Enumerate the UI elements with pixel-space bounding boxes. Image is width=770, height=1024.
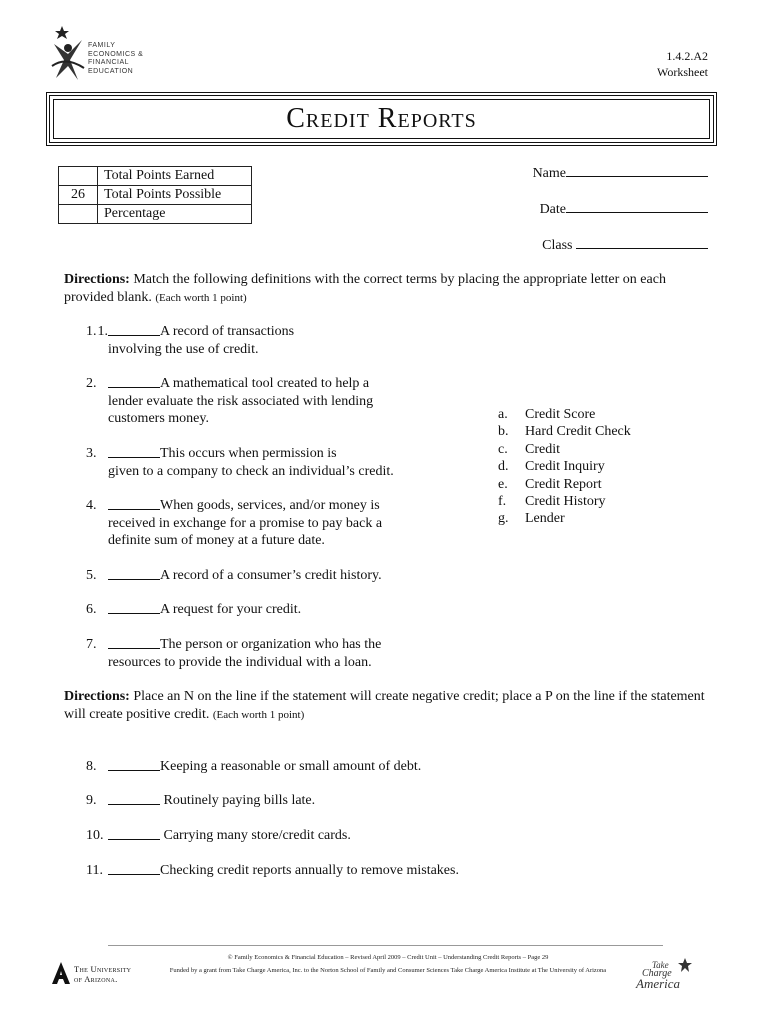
directions-label: Directions: xyxy=(64,689,130,704)
answer-choices xyxy=(498,406,631,528)
points-label: Total Points Earned xyxy=(98,167,252,186)
ua-line: The University xyxy=(74,964,132,974)
question-text-cont: involving the use of credit. xyxy=(108,341,259,357)
date-label: Date xyxy=(539,202,566,217)
question-4-block xyxy=(86,497,396,550)
choice-letter: c. xyxy=(498,441,508,457)
question-text: Carrying many store/credit cards. xyxy=(160,828,351,843)
question-text: A record of transactions xyxy=(160,324,295,339)
date-field xyxy=(540,198,708,218)
question-3-block xyxy=(86,445,406,480)
points-table xyxy=(58,166,252,224)
directions-note: (Each worth 1 point) xyxy=(212,709,305,721)
answer-blank[interactable] xyxy=(108,792,160,805)
answer-blank[interactable] xyxy=(108,601,160,614)
question-number: 6. xyxy=(86,602,97,617)
choice-term: Credit Score xyxy=(525,407,596,422)
question-8-block xyxy=(86,758,506,776)
title-box xyxy=(46,92,717,146)
question-text: A mathematical tool created to help a xyxy=(160,376,370,391)
org-line: FAMILY xyxy=(88,42,116,49)
answer-blank[interactable] xyxy=(108,323,160,336)
list-item xyxy=(498,441,631,458)
choice-term: Credit Inquiry xyxy=(525,459,605,475)
question-text-cont: resources to provide the individual with a loan. xyxy=(108,654,372,670)
date-input-line[interactable] xyxy=(566,198,708,213)
org-line: EDUCATION xyxy=(88,67,134,75)
directions-note: (Each worth 1 point) xyxy=(155,292,247,304)
footer-divider xyxy=(108,945,663,946)
name-field xyxy=(533,162,708,182)
points-label: Percentage xyxy=(98,205,252,224)
question-text: A request for your credit. xyxy=(160,602,302,617)
ua-name xyxy=(74,964,131,984)
choice-letter: a. xyxy=(498,407,508,422)
choice-letter: g. xyxy=(498,511,509,527)
university-of-arizona-logo xyxy=(52,962,134,986)
answer-blank[interactable] xyxy=(108,827,160,840)
question-text: Routinely paying bills late. xyxy=(160,793,316,808)
question-5-block xyxy=(86,567,426,585)
question-9-block xyxy=(86,792,506,810)
take-charge-america-logo xyxy=(632,958,696,990)
list-item xyxy=(498,406,631,423)
org-name xyxy=(88,42,143,76)
question-1-block xyxy=(86,323,426,358)
question-number: 3. xyxy=(86,446,97,461)
arizona-a-icon xyxy=(52,962,70,984)
question-7-block xyxy=(86,636,426,671)
question-number: 8. xyxy=(86,759,97,774)
list-item xyxy=(498,423,631,440)
directions-text: Match the following definitions with the correct terms by placing the appropriate letter on each provided blank. xyxy=(64,272,666,305)
class-field xyxy=(542,234,708,254)
points-value[interactable] xyxy=(59,205,98,224)
directions-part1 xyxy=(64,271,714,307)
feefe-logo xyxy=(48,26,144,82)
answer-blank[interactable] xyxy=(108,567,160,580)
list-item xyxy=(498,510,631,527)
question-text: Keeping a reasonable or small amount of debt. xyxy=(160,759,422,774)
list-item xyxy=(498,458,631,475)
table-row xyxy=(59,186,252,205)
directions-label: Directions: xyxy=(64,272,130,287)
question-text-cont: received in exchange for a promise to pay back a definite sum of money at a future date. xyxy=(108,515,383,548)
class-input-line[interactable] xyxy=(576,234,708,249)
directions-text: Place an N on the line if the statement will create negative credit; place a P on the line if the statement will create positive credit. xyxy=(64,689,705,722)
choice-letter: d. xyxy=(498,459,509,475)
answer-blank[interactable] xyxy=(108,636,160,649)
choice-term: Hard Credit Check xyxy=(525,424,631,440)
question-text-cont: given to a company to check an individual’s credit. xyxy=(108,463,394,479)
choice-letter: f. xyxy=(498,494,507,510)
tca-america: America xyxy=(636,976,681,991)
name-input-line[interactable] xyxy=(566,162,708,177)
answer-blank[interactable] xyxy=(108,375,160,388)
name-label: Name xyxy=(532,166,566,181)
question-text: When goods, services, and/or money is xyxy=(160,498,380,513)
question-number: 11. xyxy=(86,863,103,878)
list-item xyxy=(498,476,631,493)
question-number: 10. xyxy=(86,828,104,843)
footer-funding: Funded by a grant from Take Charge America, Inc. to the Norton School of Family and Consumer Sciences Take Charge America Institute at The University of Arizona xyxy=(169,967,607,974)
list-item xyxy=(498,493,631,510)
question-number: 1. xyxy=(86,324,97,339)
points-label: Total Points Possible xyxy=(98,186,252,205)
points-value[interactable] xyxy=(59,167,98,186)
table-row xyxy=(59,205,252,224)
doc-code: 1.4.2.A2 xyxy=(666,49,708,63)
choice-letter: b. xyxy=(498,424,509,440)
question-text: A record of a consumer’s credit history. xyxy=(160,568,382,583)
choice-term: Credit xyxy=(525,441,560,457)
question-number: 4. xyxy=(86,498,97,513)
answer-blank[interactable] xyxy=(108,862,160,875)
tca-charge: Charge xyxy=(642,968,672,979)
org-line: FINANCIAL xyxy=(88,59,130,66)
directions-part2 xyxy=(64,688,714,724)
ua-line: of Arizona. xyxy=(74,974,118,984)
choice-term: Lender xyxy=(525,511,565,527)
question-number: 2. xyxy=(86,376,97,391)
choice-term: Credit History xyxy=(525,494,606,510)
question-text-cont: lender evaluate the risk associated with lending customers money. xyxy=(108,393,374,426)
question-text: The person or organization who has the xyxy=(160,637,382,652)
answer-blank[interactable] xyxy=(108,758,160,771)
table-row xyxy=(59,167,252,186)
tca-take: Take xyxy=(652,960,669,970)
question-text: Checking credit reports annually to remove mistakes. xyxy=(160,863,459,878)
answer-blank[interactable] xyxy=(108,497,160,510)
question-number: 7. xyxy=(86,637,97,652)
question-10-block xyxy=(86,827,506,845)
class-label: Class xyxy=(542,238,573,253)
question-2-block xyxy=(86,375,386,428)
choice-letter: e. xyxy=(498,476,508,492)
org-line: ECONOMICS & xyxy=(88,50,144,58)
question-number: 1. xyxy=(97,324,108,339)
question-11-block xyxy=(86,862,506,880)
question-text: This occurs when permission is xyxy=(160,446,337,461)
star-icon xyxy=(678,958,692,972)
question-number: 5. xyxy=(86,568,97,583)
choice-term: Credit Report xyxy=(525,476,602,492)
question-number: 9. xyxy=(86,793,97,808)
star-figure-icon xyxy=(48,26,90,82)
answer-blank[interactable] xyxy=(108,445,160,458)
doc-type: Worksheet xyxy=(656,65,708,79)
page-title: Credit Reports xyxy=(286,103,477,134)
document-id xyxy=(657,48,708,80)
footer-copyright: © Family Economics & Financial Education – Revised April 2009 – Credit Unit – Understanding Credit Reports – Page 29 xyxy=(227,954,549,961)
question-6-block xyxy=(86,601,426,619)
points-value: 26 xyxy=(59,186,98,205)
